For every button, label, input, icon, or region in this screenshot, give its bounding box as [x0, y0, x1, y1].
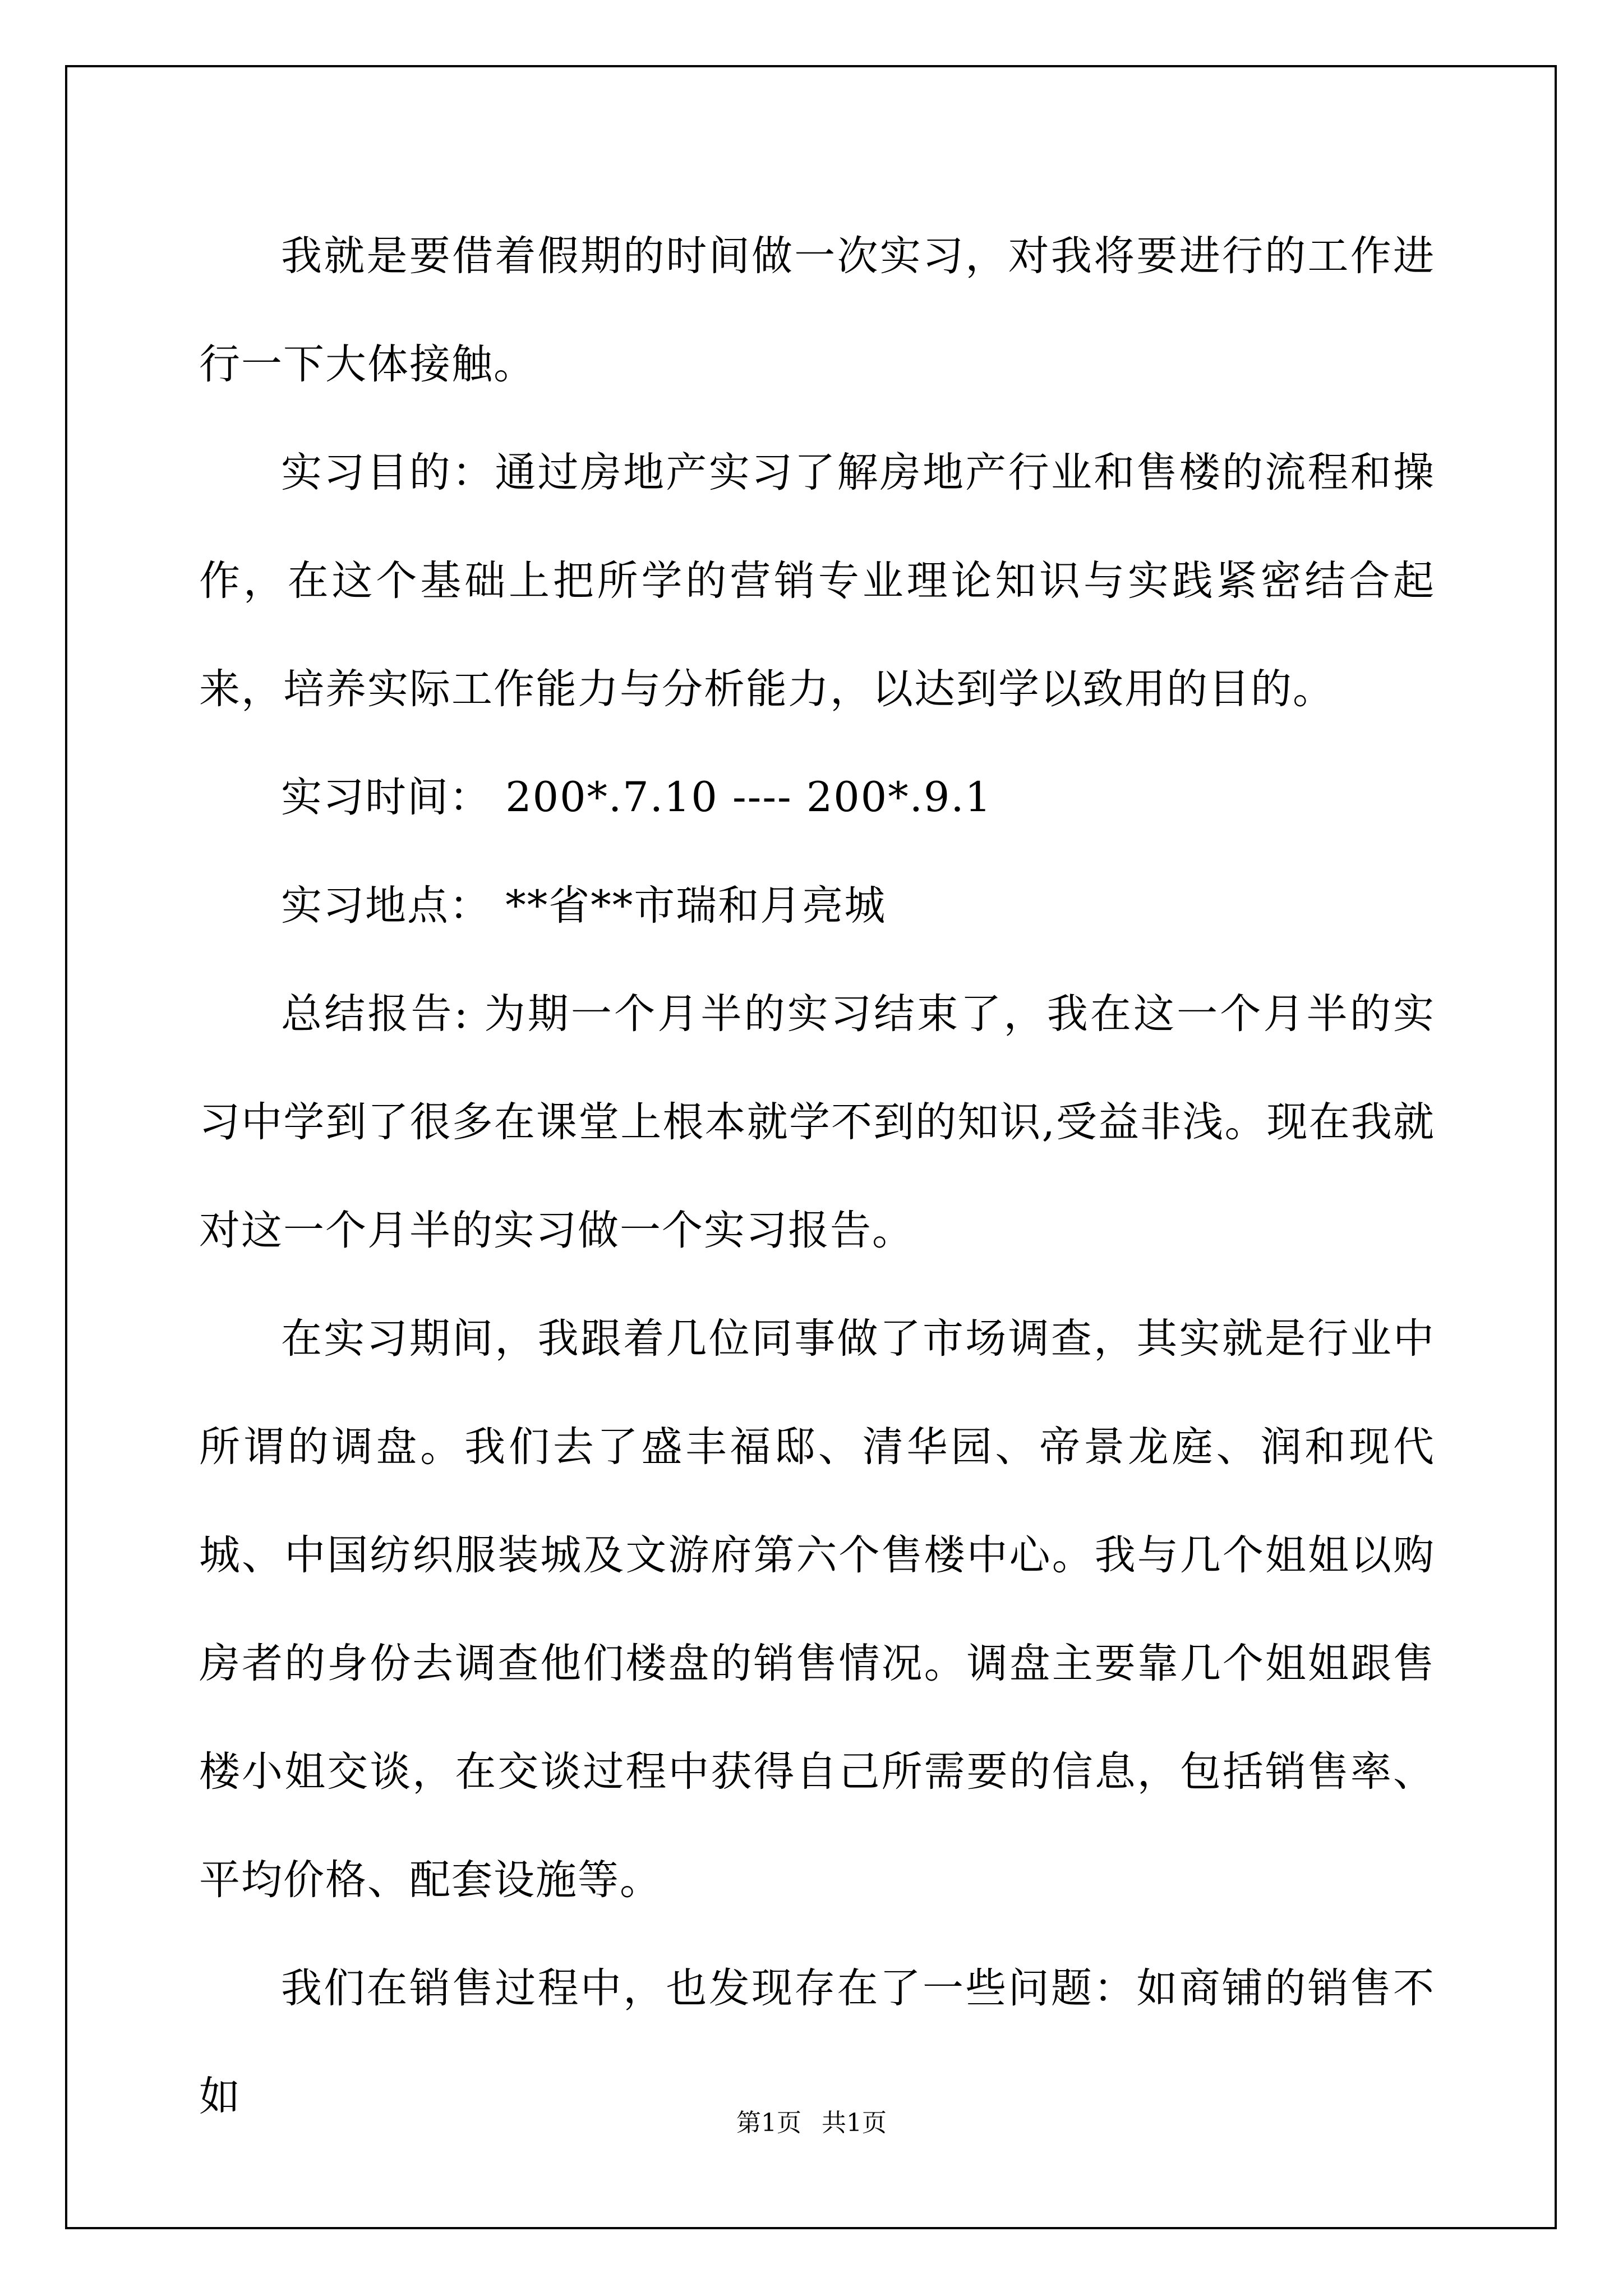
paragraph: 实习时间： 200*.7.10 ---- 200*.9.1 — [281, 774, 992, 821]
paragraph: 我就是要借着假期的时间做一次实习，对我将要进行的工作进行一下大体接触。 — [199, 232, 1435, 388]
paragraph: 实习目的：通过房地产实习了解房地产行业和售楼的流程和操作，在这个基础上把所学的营销专业理论知识与实践紧密结合起来，培养实际工作能力与分析能力，以达到学以致用的目的。 — [199, 449, 1435, 713]
page-number: 第1页 — [736, 2109, 801, 2137]
paragraph: 总结报告: 为期一个月半的实习结束了，我在这一个月半的实习中学到了很多在课堂上根本就学不到的知识,受益非浅。现在我就对这一个月半的实习做一个实习报告。 — [199, 990, 1435, 1254]
page-total: 共1页 — [822, 2109, 887, 2137]
paragraph: 我们在销售过程中，也发现存在了一些问题：如商铺的销售不如 — [199, 1964, 1435, 2120]
document-body — [199, 202, 1435, 2151]
page-footer — [0, 2102, 1623, 2138]
paragraph: 在实习期间，我跟着几位同事做了市场调查，其实就是行业中所谓的调盘。我们去了盛丰福邸、清华园、帝景龙庭、润和现代城、中国纺织服装城及文游府第六个售楼中心。我与几个姐姐以购房者的身份去调查他们楼盘的销售情况。调盘主要靠几个姐姐跟售楼小姐交谈，在交谈过程中获得自己所需要的信息，包括销售率、平均价格、配套设施等。 — [199, 1315, 1435, 1904]
paragraph: 实习地点： **省**市瑞和月亮城 — [281, 882, 887, 930]
